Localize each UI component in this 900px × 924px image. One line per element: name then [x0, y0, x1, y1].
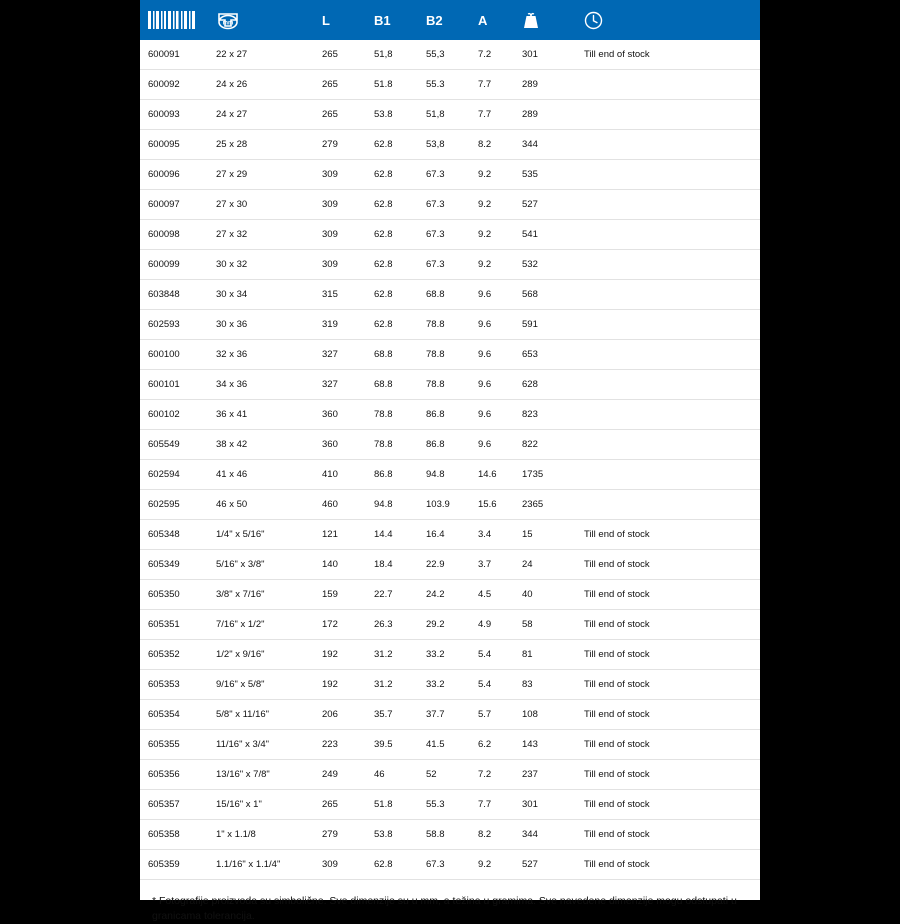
cell-b1: 62.8 [366, 310, 418, 340]
cell-a: 9.2 [470, 190, 514, 220]
cell-length: 192 [314, 640, 366, 670]
cell-weight: 40 [514, 580, 576, 610]
cell-b1: 62.8 [366, 280, 418, 310]
cell-b1: 26.3 [366, 610, 418, 640]
table-row [140, 520, 760, 550]
cell-a: 8.2 [470, 130, 514, 160]
cell-size: 27 x 30 [208, 190, 314, 220]
cell-length: 460 [314, 490, 366, 520]
weight-icon [522, 0, 576, 40]
cell-b2: 22.9 [418, 550, 470, 580]
cell-weight: 289 [514, 70, 576, 100]
cell-length: 265 [314, 70, 366, 100]
cell-b1: 31.2 [366, 670, 418, 700]
cell-weight: 15 [514, 520, 576, 550]
cell-length: 327 [314, 340, 366, 370]
column-header-a: A [470, 0, 514, 40]
cell-weight: 81 [514, 640, 576, 670]
cell-size: 1/2" x 9/16" [208, 640, 314, 670]
cell-b2: 86.8 [418, 430, 470, 460]
cell-code: 600093 [140, 100, 208, 130]
cell-b2: 103.9 [418, 490, 470, 520]
cell-length: 315 [314, 280, 366, 310]
cell-length: 223 [314, 730, 366, 760]
column-header-b1: B1 [366, 0, 418, 40]
cell-size: 25 x 28 [208, 130, 314, 160]
cell-b1: 62.8 [366, 190, 418, 220]
cell-b2: 78.8 [418, 340, 470, 370]
cell-b2: 86.8 [418, 400, 470, 430]
cell-size: 27 x 32 [208, 220, 314, 250]
cell-a: 9.2 [470, 160, 514, 190]
cell-b2: 37.7 [418, 700, 470, 730]
cell-a: 9.6 [470, 400, 514, 430]
cell-code: 600092 [140, 70, 208, 100]
cell-availability: Till end of stock [576, 790, 760, 820]
cell-weight: 301 [514, 40, 576, 70]
cell-length: 279 [314, 820, 366, 850]
cell-weight: 237 [514, 760, 576, 790]
cell-b1: 51,8 [366, 40, 418, 70]
cell-b1: 14.4 [366, 520, 418, 550]
cell-length: 121 [314, 520, 366, 550]
column-header-code [140, 0, 208, 40]
cell-code: 602594 [140, 460, 208, 490]
cell-size: 11/16" x 3/4" [208, 730, 314, 760]
cell-b1: 31.2 [366, 640, 418, 670]
jaw-width-mm-icon [216, 0, 314, 40]
cell-b1: 53.8 [366, 100, 418, 130]
cell-b1: 62.8 [366, 850, 418, 880]
table-row [140, 700, 760, 730]
cell-size: 9/16" x 5/8" [208, 670, 314, 700]
cell-a: 9.6 [470, 340, 514, 370]
cell-code: 605349 [140, 550, 208, 580]
cell-size: 5/8" x 11/16" [208, 700, 314, 730]
cell-length: 309 [314, 160, 366, 190]
cell-b2: 51,8 [418, 100, 470, 130]
cell-weight: 541 [514, 220, 576, 250]
cell-b2: 78.8 [418, 370, 470, 400]
cell-availability: Till end of stock [576, 820, 760, 850]
cell-a: 5.4 [470, 640, 514, 670]
cell-b2: 52 [418, 760, 470, 790]
cell-availability [576, 280, 760, 310]
cell-code: 605359 [140, 850, 208, 880]
cell-availability: Till end of stock [576, 640, 760, 670]
table-row [140, 820, 760, 850]
cell-a: 6.2 [470, 730, 514, 760]
cell-weight: 822 [514, 430, 576, 460]
cell-b2: 67.3 [418, 160, 470, 190]
cell-b1: 46 [366, 760, 418, 790]
cell-length: 309 [314, 250, 366, 280]
table-row [140, 430, 760, 460]
table-row [140, 70, 760, 100]
cell-availability [576, 460, 760, 490]
cell-length: 410 [314, 460, 366, 490]
cell-code: 600101 [140, 370, 208, 400]
cell-b2: 29.2 [418, 610, 470, 640]
cell-b2: 58.8 [418, 820, 470, 850]
cell-length: 249 [314, 760, 366, 790]
cell-length: 172 [314, 610, 366, 640]
cell-b2: 55.3 [418, 70, 470, 100]
product-spec-table [140, 0, 760, 880]
cell-code: 605353 [140, 670, 208, 700]
cell-weight: 2365 [514, 490, 576, 520]
cell-length: 279 [314, 130, 366, 160]
cell-b2: 33.2 [418, 640, 470, 670]
cell-a: 15.6 [470, 490, 514, 520]
column-header-size [208, 0, 314, 40]
cell-b1: 62.8 [366, 160, 418, 190]
cell-b2: 55,3 [418, 40, 470, 70]
cell-weight: 527 [514, 850, 576, 880]
cell-a: 9.6 [470, 310, 514, 340]
cell-availability [576, 220, 760, 250]
cell-a: 4.5 [470, 580, 514, 610]
table-body [140, 40, 760, 880]
cell-code: 605352 [140, 640, 208, 670]
column-header-availability [576, 0, 760, 40]
cell-code: 605356 [140, 760, 208, 790]
cell-b1: 62.8 [366, 250, 418, 280]
cell-size: 22 x 27 [208, 40, 314, 70]
cell-b1: 68.8 [366, 370, 418, 400]
cell-size: 32 x 36 [208, 340, 314, 370]
spec-sheet-page [140, 0, 760, 923]
cell-weight: 628 [514, 370, 576, 400]
cell-availability [576, 130, 760, 160]
cell-size: 46 x 50 [208, 490, 314, 520]
cell-weight: 653 [514, 340, 576, 370]
cell-b2: 55.3 [418, 790, 470, 820]
footnote: * Fotografije proizvoda su simbolične. Sve dimenzije su u mm, a težina u gramima. Sve navedene dimenzije mogu odstupati u granicama tolerancija. [152, 895, 737, 923]
cell-b1: 78.8 [366, 430, 418, 460]
cell-a: 9.6 [470, 430, 514, 460]
cell-length: 309 [314, 220, 366, 250]
cell-size: 30 x 34 [208, 280, 314, 310]
cell-code: 605354 [140, 700, 208, 730]
cell-weight: 1735 [514, 460, 576, 490]
cell-availability [576, 310, 760, 340]
cell-size: 41 x 46 [208, 460, 314, 490]
cell-a: 4.9 [470, 610, 514, 640]
cell-b1: 53.8 [366, 820, 418, 850]
table-row [140, 550, 760, 580]
table-row [140, 460, 760, 490]
cell-size: 15/16" x 1" [208, 790, 314, 820]
cell-weight: 108 [514, 700, 576, 730]
cell-weight: 568 [514, 280, 576, 310]
cell-length: 206 [314, 700, 366, 730]
cell-size: 7/16" x 1/2" [208, 610, 314, 640]
cell-weight: 344 [514, 820, 576, 850]
cell-code: 600097 [140, 190, 208, 220]
cell-weight: 823 [514, 400, 576, 430]
cell-b1: 62.8 [366, 220, 418, 250]
cell-code: 600091 [140, 40, 208, 70]
table-row [140, 340, 760, 370]
table-row [140, 730, 760, 760]
cell-size: 38 x 42 [208, 430, 314, 460]
cell-code: 605348 [140, 520, 208, 550]
cell-code: 605351 [140, 610, 208, 640]
cell-weight: 532 [514, 250, 576, 280]
cell-availability [576, 70, 760, 100]
cell-availability: Till end of stock [576, 580, 760, 610]
cell-b1: 35.7 [366, 700, 418, 730]
cell-availability: Till end of stock [576, 850, 760, 880]
cell-b2: 33.2 [418, 670, 470, 700]
table-row [140, 40, 760, 70]
table-row [140, 310, 760, 340]
cell-size: 24 x 26 [208, 70, 314, 100]
cell-size: 30 x 32 [208, 250, 314, 280]
cell-weight: 591 [514, 310, 576, 340]
cell-length: 192 [314, 670, 366, 700]
cell-availability: Till end of stock [576, 550, 760, 580]
cell-b2: 67.3 [418, 190, 470, 220]
cell-code: 600100 [140, 340, 208, 370]
svg-text:mm: mm [222, 20, 234, 27]
cell-code: 600096 [140, 160, 208, 190]
table-row [140, 610, 760, 640]
table-row [140, 280, 760, 310]
cell-size: 24 x 27 [208, 100, 314, 130]
cell-availability: Till end of stock [576, 40, 760, 70]
cell-a: 9.2 [470, 220, 514, 250]
cell-b2: 78.8 [418, 310, 470, 340]
cell-weight: 301 [514, 790, 576, 820]
cell-availability [576, 370, 760, 400]
cell-b1: 51.8 [366, 70, 418, 100]
cell-a: 9.6 [470, 280, 514, 310]
cell-weight: 24 [514, 550, 576, 580]
table-row [140, 130, 760, 160]
cell-a: 14.6 [470, 460, 514, 490]
cell-length: 309 [314, 190, 366, 220]
clock-icon [584, 0, 760, 40]
cell-size: 13/16" x 7/8" [208, 760, 314, 790]
column-header-l: L [314, 0, 366, 40]
barcode-icon [148, 0, 208, 40]
cell-availability [576, 340, 760, 370]
table-row [140, 250, 760, 280]
cell-code: 600098 [140, 220, 208, 250]
column-header-b2: B2 [418, 0, 470, 40]
table-row [140, 640, 760, 670]
cell-code: 600095 [140, 130, 208, 160]
cell-a: 9.6 [470, 370, 514, 400]
cell-length: 360 [314, 430, 366, 460]
cell-b1: 22.7 [366, 580, 418, 610]
cell-length: 319 [314, 310, 366, 340]
table-row [140, 670, 760, 700]
cell-length: 309 [314, 850, 366, 880]
cell-code: 600102 [140, 400, 208, 430]
cell-a: 5.4 [470, 670, 514, 700]
cell-b1: 62.8 [366, 130, 418, 160]
cell-availability [576, 190, 760, 220]
cell-a: 7.2 [470, 760, 514, 790]
table-row [140, 370, 760, 400]
cell-b2: 53,8 [418, 130, 470, 160]
cell-length: 159 [314, 580, 366, 610]
cell-a: 9.2 [470, 850, 514, 880]
cell-a: 5.7 [470, 700, 514, 730]
cell-availability: Till end of stock [576, 700, 760, 730]
cell-a: 7.7 [470, 790, 514, 820]
cell-length: 327 [314, 370, 366, 400]
cell-code: 603848 [140, 280, 208, 310]
cell-length: 265 [314, 40, 366, 70]
table-header-row [140, 0, 760, 40]
cell-size: 34 x 36 [208, 370, 314, 400]
cell-availability: Till end of stock [576, 760, 760, 790]
cell-availability [576, 400, 760, 430]
cell-size: 1.1/16" x 1.1/4" [208, 850, 314, 880]
cell-availability [576, 490, 760, 520]
cell-length: 265 [314, 100, 366, 130]
cell-availability [576, 100, 760, 130]
cell-b1: 39.5 [366, 730, 418, 760]
cell-length: 265 [314, 790, 366, 820]
cell-size: 5/16" x 3/8" [208, 550, 314, 580]
cell-code: 605350 [140, 580, 208, 610]
table-header [140, 0, 760, 40]
cell-a: 9.2 [470, 250, 514, 280]
cell-code: 602593 [140, 310, 208, 340]
cell-weight: 289 [514, 100, 576, 130]
table-row [140, 160, 760, 190]
cell-b1: 78.8 [366, 400, 418, 430]
table-row [140, 490, 760, 520]
table-row [140, 220, 760, 250]
cell-length: 140 [314, 550, 366, 580]
cell-code: 602595 [140, 490, 208, 520]
cell-code: 605358 [140, 820, 208, 850]
cell-b2: 41.5 [418, 730, 470, 760]
cell-availability: Till end of stock [576, 670, 760, 700]
cell-a: 7.7 [470, 70, 514, 100]
cell-size: 1/4" x 5/16" [208, 520, 314, 550]
cell-b2: 94.8 [418, 460, 470, 490]
cell-code: 605549 [140, 430, 208, 460]
cell-size: 3/8" x 7/16" [208, 580, 314, 610]
table-row [140, 760, 760, 790]
cell-b1: 51.8 [366, 790, 418, 820]
table-row [140, 790, 760, 820]
cell-a: 8.2 [470, 820, 514, 850]
cell-b2: 16.4 [418, 520, 470, 550]
cell-code: 600099 [140, 250, 208, 280]
cell-b2: 67.3 [418, 250, 470, 280]
cell-b1: 68.8 [366, 340, 418, 370]
table-row [140, 100, 760, 130]
cell-b1: 86.8 [366, 460, 418, 490]
cell-a: 3.4 [470, 520, 514, 550]
cell-weight: 58 [514, 610, 576, 640]
cell-a: 7.7 [470, 100, 514, 130]
cell-b1: 94.8 [366, 490, 418, 520]
cell-availability: Till end of stock [576, 610, 760, 640]
cell-weight: 83 [514, 670, 576, 700]
cell-b2: 67.3 [418, 850, 470, 880]
table-row [140, 190, 760, 220]
cell-availability: Till end of stock [576, 520, 760, 550]
cell-a: 7.2 [470, 40, 514, 70]
cell-availability [576, 430, 760, 460]
cell-size: 1" x 1.1/8 [208, 820, 314, 850]
cell-availability: Till end of stock [576, 730, 760, 760]
table-row [140, 850, 760, 880]
cell-weight: 527 [514, 190, 576, 220]
cell-b2: 68.8 [418, 280, 470, 310]
cell-length: 360 [314, 400, 366, 430]
table-row [140, 400, 760, 430]
cell-b2: 24.2 [418, 580, 470, 610]
cell-code: 605355 [140, 730, 208, 760]
column-header-weight [514, 0, 576, 40]
cell-size: 27 x 29 [208, 160, 314, 190]
cell-b1: 18.4 [366, 550, 418, 580]
cell-code: 605357 [140, 790, 208, 820]
cell-availability [576, 250, 760, 280]
table-row [140, 580, 760, 610]
cell-size: 36 x 41 [208, 400, 314, 430]
cell-b2: 67.3 [418, 220, 470, 250]
cell-size: 30 x 36 [208, 310, 314, 340]
cell-weight: 344 [514, 130, 576, 160]
cell-weight: 535 [514, 160, 576, 190]
cell-a: 3.7 [470, 550, 514, 580]
cell-availability [576, 160, 760, 190]
cell-weight: 143 [514, 730, 576, 760]
